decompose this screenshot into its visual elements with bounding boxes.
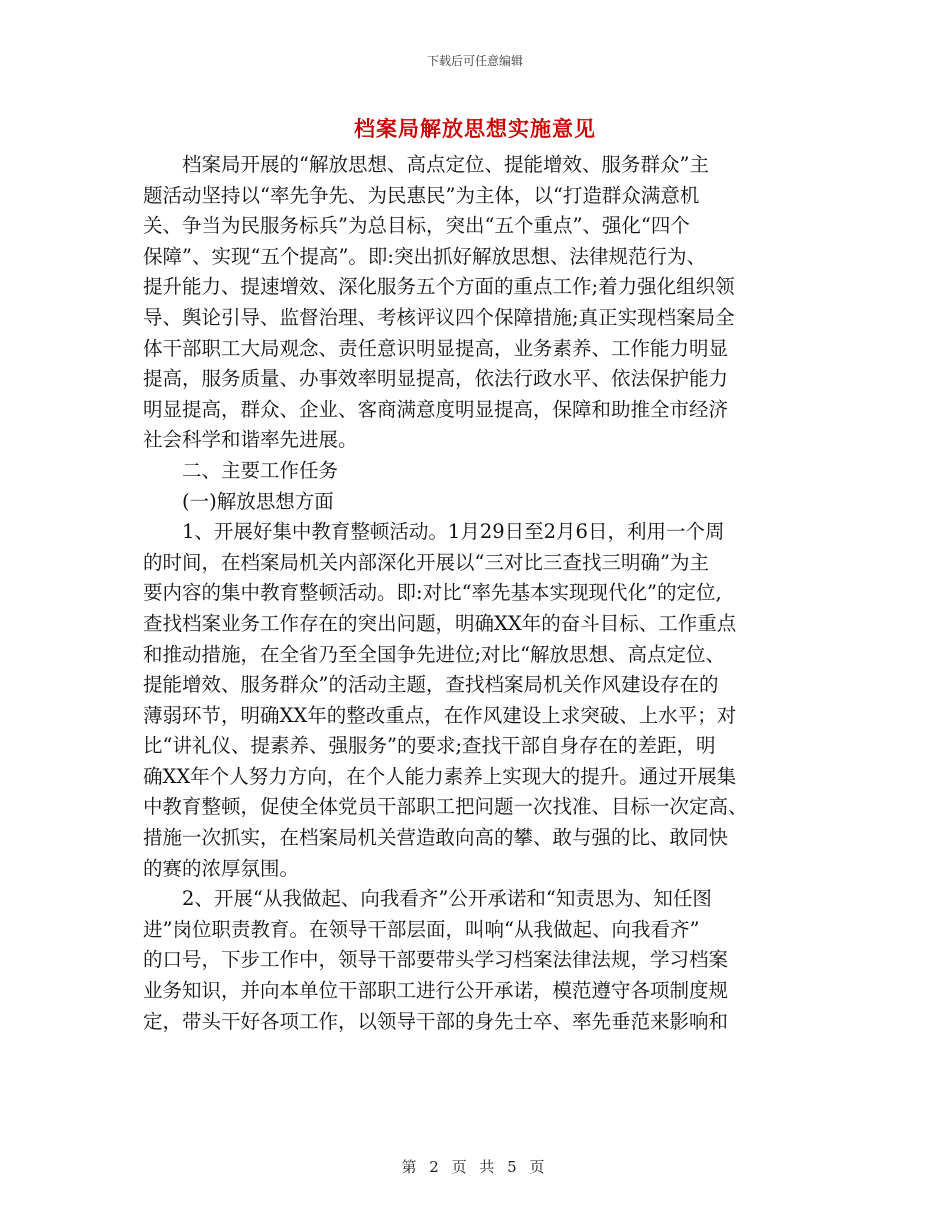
body-line: 的口号，下步工作中，领导干部要带头学习档案法律法规，学习档案: [143, 948, 729, 972]
body-line: 体干部职工大局观念、责任意识明显提高，业务素养、工作能力明显: [143, 336, 729, 360]
body-line: 保障”、实现“五个提高”。即:突出抓好解放思想、法律规范行为、: [143, 244, 706, 268]
body-line: 的时间，在档案局机关内部深化开展以“三对比三查找三明确”为主: [143, 550, 709, 574]
document-body: [143, 150, 813, 1037]
body-line: 题活动坚持以“率先争先、为民惠民”为主体，以“打造群众满意机: [143, 183, 700, 207]
body-line: 2、开展“从我做起、向我看齐”公开承诺和“知责思为、知任图: [143, 887, 712, 911]
body-line: 定，带头干好各项工作，以领导干部的身先士卒、率先垂范来影响和: [143, 1009, 729, 1033]
page-number-footer: 第 2 页 共 5 页: [401, 1158, 549, 1176]
body-line: 提升能力、提速增效、深化服务五个方面的重点工作;着力强化组织领: [143, 275, 735, 299]
body-line: 提高，服务质量、办事效率明显提高，依法行政水平、依法保护能力: [143, 367, 729, 391]
body-line: 1、开展好集中教育整顿活动。1月29日至2月6日，利用一个周: [143, 520, 725, 544]
body-line: 中教育整顿，促使全体党员干部职工把问题一次找准、目标一次定高、: [143, 795, 748, 819]
subsection-heading: (一)解放思想方面: [143, 489, 334, 513]
body-line: 的赛的浓厚氛围。: [143, 856, 300, 880]
body-line: 和推动措施，在全省乃至全国争先进位;对比“解放思想、高点定位、: [143, 642, 726, 666]
body-line: 比“讲礼仪、提素养、强服务”的要求;查找干部自身存在的差距，明: [143, 734, 716, 758]
body-line: 导、舆论引导、监督治理、考核评议四个保障措施;真正实现档案局全: [143, 305, 735, 329]
body-line: 措施一次抓实，在档案局机关营造敢向高的攀、敢与强的比、敢同快: [143, 826, 729, 850]
body-line: 社会科学和谐率先进展。: [143, 428, 358, 452]
body-line: 要内容的集中教育整顿活动。即:对比“率先基本实现现代化”的定位,: [143, 581, 722, 605]
body-line: 关、争当为民服务标兵”为总目标，突出“五个重点”、强化“四个: [143, 214, 690, 238]
page-header-note: 下载后可任意编辑: [426, 54, 523, 68]
body-line: 进”岗位职责教育。在领导干部层面，叫响“从我做起、向我看齐”: [143, 917, 700, 941]
body-line: 明显提高，群众、企业、客商满意度明显提高，保障和助推全市经济: [143, 397, 729, 421]
body-line: 确XX年个人努力方向，在个人能力素养上实现大的提升。通过开展集: [143, 764, 737, 788]
body-line: 查找档案业务工作存在的突出问题，明确XX年的奋斗目标、工作重点: [143, 611, 737, 635]
body-line: 业务知识，并向本单位干部职工进行公开承诺，模范遵守各项制度规: [143, 979, 729, 1003]
body-line: 档案局开展的“解放思想、高点定位、提能增效、服务群众”主: [143, 153, 709, 176]
body-line: 薄弱环节，明确XX年的整改重点，在作风建设上求突破、上水平；对: [143, 703, 737, 727]
section-heading: 二、主要工作任务: [143, 458, 339, 482]
document-title: 档案局解放思想实施意见: [354, 117, 596, 141]
body-line: 提能增效、服务群众”的活动主题，查找档案局机关作风建设存在的: [143, 673, 719, 697]
